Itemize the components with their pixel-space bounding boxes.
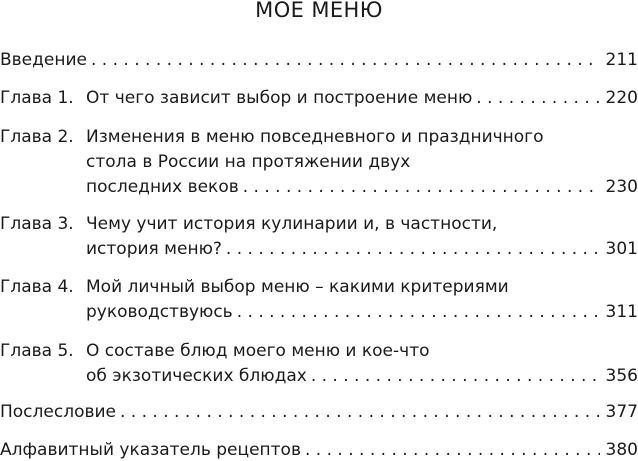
toc-entry-title: О составе блюд моего меню и кое-что bbox=[86, 341, 430, 361]
chapter-label: Глава 3. bbox=[0, 214, 74, 234]
dot-leader bbox=[243, 174, 600, 200]
page-title: МОЕ МЕНЮ bbox=[255, 0, 383, 22]
chapter-label: Глава 2. bbox=[0, 127, 74, 147]
toc-entry-title-continued: стола в России на протяжении двух bbox=[86, 152, 411, 172]
dot-leader bbox=[305, 437, 600, 461]
toc-entry-title-continued: последних веков bbox=[86, 177, 239, 197]
toc-page-number: 220 bbox=[605, 88, 638, 108]
toc-entry-title-continued: история меню? bbox=[86, 239, 222, 259]
toc-page-number: 380 bbox=[605, 440, 638, 460]
dot-leader bbox=[120, 399, 600, 425]
dot-leader bbox=[311, 363, 600, 389]
toc-entry-title: От чего зависит выбор и построение меню bbox=[86, 88, 473, 108]
chapter-label: Глава 5. bbox=[0, 341, 74, 361]
toc-entry-title-continued: руководствуюсь bbox=[86, 302, 233, 322]
dot-leader bbox=[91, 47, 600, 73]
toc-page-number: 211 bbox=[605, 50, 638, 70]
toc-page-number: 230 bbox=[605, 177, 638, 197]
toc-page-number: 356 bbox=[605, 366, 638, 386]
toc-entry-title-continued: об экзотических блюдах bbox=[86, 366, 307, 386]
toc-entry-title: Мой личный выбор меню – какими критериями bbox=[86, 277, 509, 297]
toc-page-number: 311 bbox=[605, 302, 638, 322]
toc-entry-title: Чему учит история кулинарии и, в частности, bbox=[86, 214, 498, 234]
chapter-label: Глава 4. bbox=[0, 277, 74, 297]
toc-entry-title: Послесловие bbox=[0, 402, 116, 422]
toc-entry-title: Введение bbox=[0, 50, 87, 70]
dot-leader bbox=[237, 299, 600, 325]
toc-entry-title: Изменения в меню повседневного и праздничного bbox=[86, 127, 544, 147]
dot-leader bbox=[226, 236, 600, 262]
toc-page-number: 377 bbox=[605, 402, 638, 422]
toc-entry-title: Алфавитный указатель рецептов bbox=[0, 440, 301, 460]
dot-leader bbox=[476, 85, 599, 111]
toc-page-number: 301 bbox=[605, 239, 638, 259]
chapter-label: Глава 1. bbox=[0, 88, 74, 108]
